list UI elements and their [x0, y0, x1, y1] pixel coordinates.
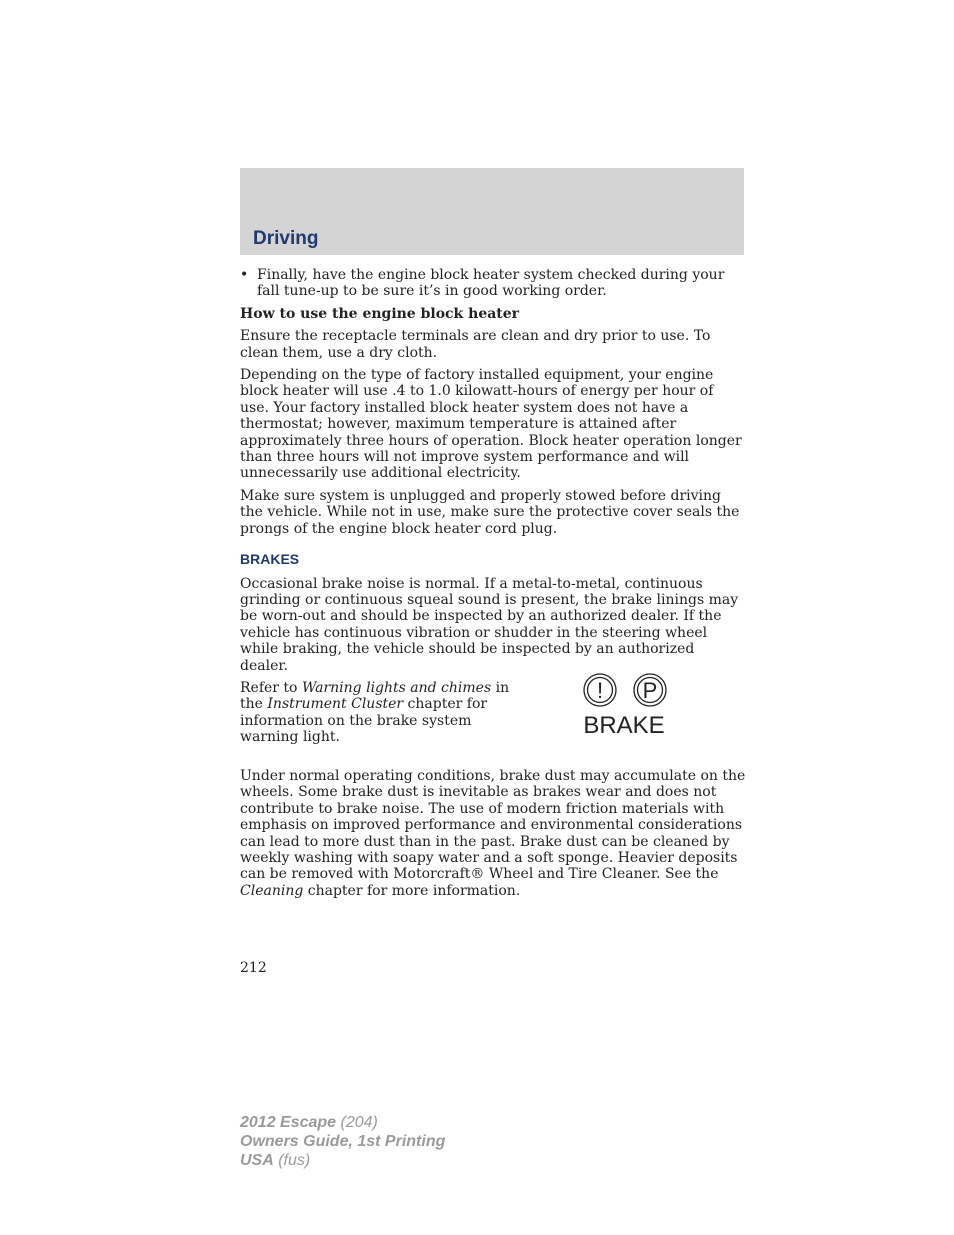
footer-model: 2012 Escape — [240, 1114, 337, 1131]
paragraph-clean-terminals: Ensure the receptacle terminals are clean and dry prior to use. To clean them, use a dry cloth. — [240, 328, 711, 361]
bullet-item — [240, 267, 746, 300]
page-content — [240, 267, 746, 905]
brake-dust-end: chapter for more information. — [303, 882, 521, 899]
footer-region: USA — [240, 1152, 274, 1169]
refer-text — [240, 680, 515, 746]
exclamation-icon: ! — [596, 677, 604, 703]
refer-middle: in the — [240, 679, 510, 713]
footer-line-1 — [240, 1113, 445, 1132]
footer-line-3 — [240, 1151, 445, 1170]
brake-dust-main: Under normal operating conditions, brake dust may accumulate on the wheels. Some brake dust is inevitable as brakes wear and does not contribute to brake noise. The use of modern friction materials with emphasis on improved performance and environmental considerations can lead to more dust than in the past. Brake dust can be cleaned by weekly washing with soapy water and a soft sponge. Heavier deposits can be removed with Motorcraft® Wheel and Tire Cleaner. See the — [240, 767, 746, 883]
paragraph-brake-noise: Occasional brake noise is normal. If a metal-to-metal, continuous grinding or continuous squeal sound is present, the brake linings may be worn-out and should be inspected by an authorized dealer. If the vehicle has continuous vibration or shudder in the steering wheel while braking, the vehicle should be inspected by an authorized dealer. — [240, 575, 739, 674]
refer-instrument-cluster: Instrument Cluster — [267, 696, 404, 713]
subheading-block-heater: How to use the engine block heater — [240, 305, 520, 322]
refer-prefix: Refer to — [240, 679, 302, 696]
page-number: 212 — [240, 960, 267, 976]
refer-suffix: chapter for information on the brake system warning light. — [240, 696, 488, 746]
footer — [240, 1113, 445, 1170]
footer-model-code: (204) — [336, 1114, 378, 1131]
footer-guide: Owners Guide, 1st Printing — [240, 1133, 446, 1150]
brake-dust-cleaning: Cleaning — [240, 882, 304, 899]
brake-warning-reference — [240, 677, 746, 768]
bullet-text: Finally, have the engine block heater system checked during your fall tune-up to be sure it’s in good working order. — [257, 267, 725, 300]
paragraph-energy-use: Depending on the type of factory installed equipment, your engine block heater will use .4 to 1.0 kilowatt-hours of energy per hour of use. Your factory installed block heater system does not have a thermostat; however, maximum temperature is attained after approximately three hours of operation. Block heater operation longer than three hours will not improve system performance and will unnecessarily use additional electricity. — [240, 367, 742, 482]
section-header-band — [240, 168, 744, 255]
brake-label: BRAKE — [583, 711, 665, 739]
brakes-heading: BRAKES — [240, 551, 300, 568]
bullet-dot: • — [240, 267, 249, 283]
refer-warning-lights: Warning lights and chimes — [301, 679, 492, 696]
section-title: Driving — [253, 228, 319, 249]
footer-region-code: (fus) — [273, 1152, 311, 1169]
footer-line-2 — [240, 1132, 445, 1151]
paragraph-unplug: Make sure system is unplugged and properly stowed before driving the vehicle. While not in use, make sure the protective cover seals the prongs of the engine block heater cord plug. — [240, 487, 740, 537]
park-letter-icon: P — [642, 677, 658, 703]
paragraph-brake-dust — [240, 768, 746, 899]
brake-warning-icon — [578, 673, 674, 739]
